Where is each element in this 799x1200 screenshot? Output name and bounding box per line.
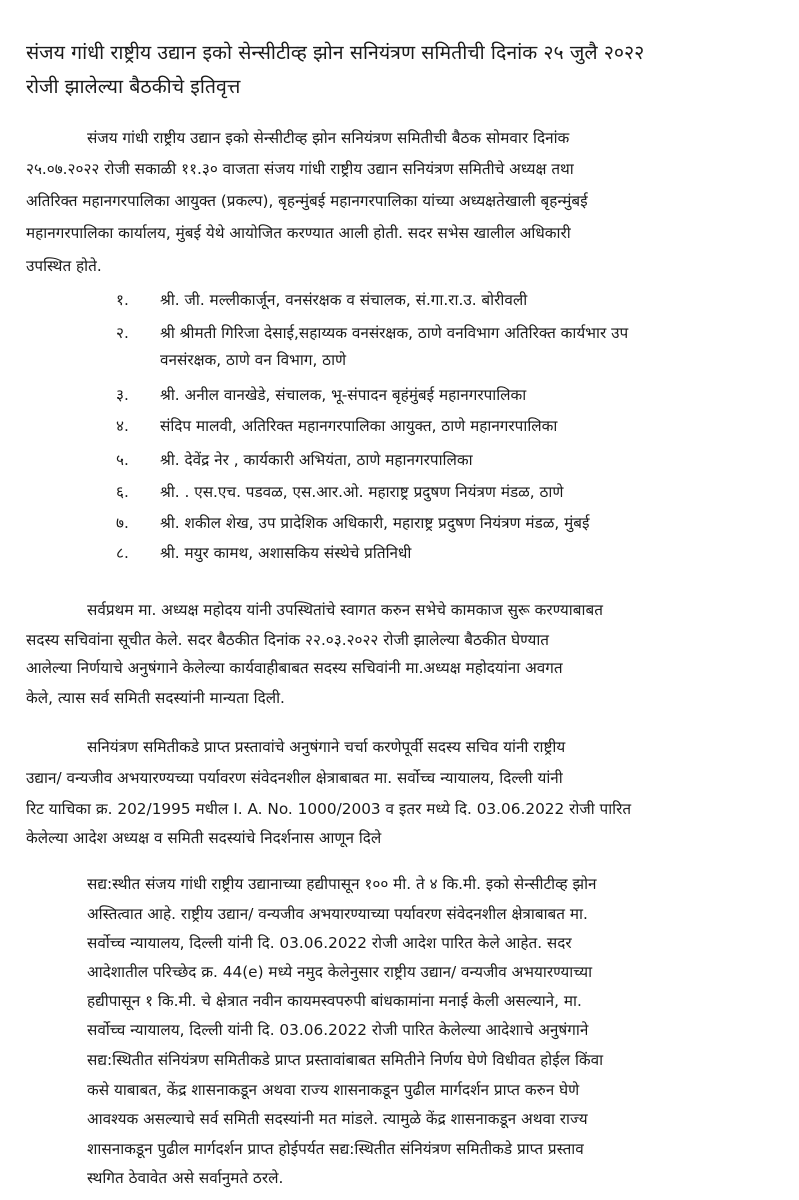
para4-line: हद्यीपासून १ कि.मी. चे क्षेत्रात नवीन कायमस्वपरुपी बांधकामांना मनाई केली असल्याने, मा. xyxy=(87,992,582,1010)
page-title-line-1: संजय गांधी राष्ट्रीय उद्यान इको सेन्सीटीव्ह झोन सनियंत्रण समितीची दिनांक २५ जुलै २०२२ xyxy=(26,41,645,64)
attendee-number: ७. xyxy=(116,514,129,532)
page-title-line-2: रोजी झालेल्या बैठकीचे इतिवृत्त xyxy=(26,75,241,98)
para2-line: सर्वप्रथम मा. अध्यक्ष महोदय यांनी उपस्थितांचे स्वागत करुन सभेचे कामकाज सुरू करण्याबाबत xyxy=(87,601,603,619)
para4-line: अस्तित्वात आहे. राष्ट्रीय उद्यान/ वन्यजीव अभयारण्याच्या पर्यावरण संवेदनशील क्षेत्राबाबत मा. xyxy=(87,905,588,923)
intro-line: २५.०७.२०२२ रोजी सकाळी ११.३० वाजता संजय गांधी राष्ट्रीय उद्यान सनियंत्रण समितीचे अध्यक्ष तथा xyxy=(26,160,574,178)
attendee-number: ४. xyxy=(116,417,129,435)
para4-line: स्थगित ठेवावेत असे सर्वानुमते ठरले. xyxy=(87,1169,284,1187)
intro-line: अतिरिक्त महानगरपालिका आयुक्त (प्रकल्प), बृहन्मुंबई महानगरपालिका यांच्या अध्यक्षतेखाली बृहन्मुंबई xyxy=(26,192,588,210)
para3-line: रिट याचिका क्र. 202/1995 मधील I. A. No. 1000/2003 व इतर मध्ये दि. 03.06.2022 रोजी पारित xyxy=(26,800,632,818)
attendee-number: ६. xyxy=(116,483,129,501)
para3-line: केलेल्या आदेश अध्यक्ष व समिती सदस्यांचे निदर्शनास आणून दिले xyxy=(26,829,382,847)
attendee-number: १. xyxy=(116,291,129,309)
para4-line: आवश्यक असल्याचे सर्व समिती सदस्यांनी मत मांडले. त्यामुळे केंद्र शासनाकडून अथवा राज्य xyxy=(87,1110,588,1128)
attendee-number: ८. xyxy=(116,544,129,562)
attendee-number: ५. xyxy=(116,451,129,469)
attendee-text: संदिप मालवी, अतिरिक्त महानगरपालिका आयुक्त, ठाणे महानगरपालिका xyxy=(160,417,558,435)
attendee-text: श्री श्रीमती गिरिजा देसाई,सहाय्यक वनसंरक्षक, ठाणे वनविभाग अतिरिक्त कार्यभार उप xyxy=(160,324,629,342)
attendee-text: श्री. जी. मल्लीकार्जून, वनसंरक्षक व संचालक, सं.गा.रा.उ. बोरीवली xyxy=(160,291,528,309)
para4-line: कसे याबाबत, केंद्र शासनाकडून अथवा राज्य शासनाकडून पुढील मार्गदर्शन प्राप्त करुन घेणे xyxy=(87,1081,580,1099)
attendee-text: श्री. अनील वानखेडे, संचालक, भू-संपादन बृहंमुंबई महानगरपालिका xyxy=(160,386,527,404)
attendee-text: श्री. देवेंद्र नेर , कार्यकारी अभियंता, ठाणे महानगरपालिका xyxy=(160,451,473,469)
para4-line: सद्य:स्थितीत संनियंत्रण समितीकडे प्राप्त प्रस्तावांबाबत समितीने निर्णय घेणे विधीवत होईल किंवा xyxy=(87,1051,604,1069)
para3-line: सनियंत्रण समितीकडे प्राप्त प्रस्तावांचे अनुषंगाने चर्चा करणेपूर्वी सदस्य सचिव यांनी राष्ट्रीय xyxy=(87,738,566,756)
para4-line: आदेशातील परिच्छेद क्र. 44(e) मध्ये नमुद केलेनुसार राष्ट्रीय उद्यान/ वन्यजीव अभयारण्याच्या xyxy=(87,963,593,981)
attendee-number: ३. xyxy=(116,386,129,404)
para4-line: सर्वोच्च न्यायालय, दिल्ली यांनी दि. 03.06.2022 रोजी पारित केलेल्या आदेशाचे अनुषंगाने xyxy=(87,1021,589,1039)
intro-line: महानगरपालिका कार्यालय, मुंबई येथे आयोजित करण्यात आली होती. सदर सभेस खालील अधिकारी xyxy=(26,224,571,242)
attendee-text: श्री. . एस.एच. पडवळ, एस.आर.ओ. महाराष्ट्र प्रदुषण नियंत्रण मंडळ, ठाणे xyxy=(160,483,564,501)
attendee-text: श्री. मयुर कामथ, अशासकिय संस्थेचे प्रतिनिधी xyxy=(160,544,412,562)
para4-line: सर्वोच्च न्यायालय, दिल्ली यांनी दि. 03.06.2022 रोजी आदेश पारित केले आहेत. सदर xyxy=(87,934,572,952)
para2-line: सदस्य सचिवांना सूचीत केले. सदर बैठकीत दिनांक २२.०३.२०२२ रोजी झालेल्या बैठकीत घेण्यात xyxy=(26,631,550,649)
attendee-number: २. xyxy=(116,324,129,342)
para4-line: शासनाकडून पुढील मार्गदर्शन प्राप्त होईपर्यत सद्य:स्थितीत संनियंत्रण समितीकडे प्राप्त प्रस्ताव xyxy=(87,1140,584,1158)
para2-line: केले, त्यास सर्व समिती सदस्यांनी मान्यता दिली. xyxy=(26,689,285,707)
para2-line: आलेल्या निर्णयाचे अनुषंगाने केलेल्या कार्यवाहीबाबत सदस्य सचिवांनी मा.अध्यक्ष महोदयांना अवगत xyxy=(26,659,563,677)
attendee-text: श्री. शकील शेख, उप प्रादेशिक अधिकारी, महाराष्ट्र प्रदुषण नियंत्रण मंडळ, मुंबई xyxy=(160,514,590,532)
para3-line: उद्यान/ वन्यजीव अभयारण्यच्या पर्यावरण संवेदनशील क्षेत्राबाबत मा. सर्वोच्च न्यायालय, दिल्ली यांनी xyxy=(26,769,563,787)
para4-line: सद्य:स्थीत संजय गांधी राष्ट्रीय उद्यानाच्या हद्यीपासून १०० मी. ते ४ कि.मी. इको सेन्सीटीव्ह झोन xyxy=(87,875,597,893)
intro-line: संजय गांधी राष्ट्रीय उद्यान इको सेन्सीटीव्ह झोन सनियंत्रण समितीची बैठक सोमवार दिनांक xyxy=(87,129,570,147)
intro-line: उपस्थित होते. xyxy=(26,257,102,275)
attendee-text: वनसंरक्षक, ठाणे वन विभाग, ठाणे xyxy=(160,351,347,369)
